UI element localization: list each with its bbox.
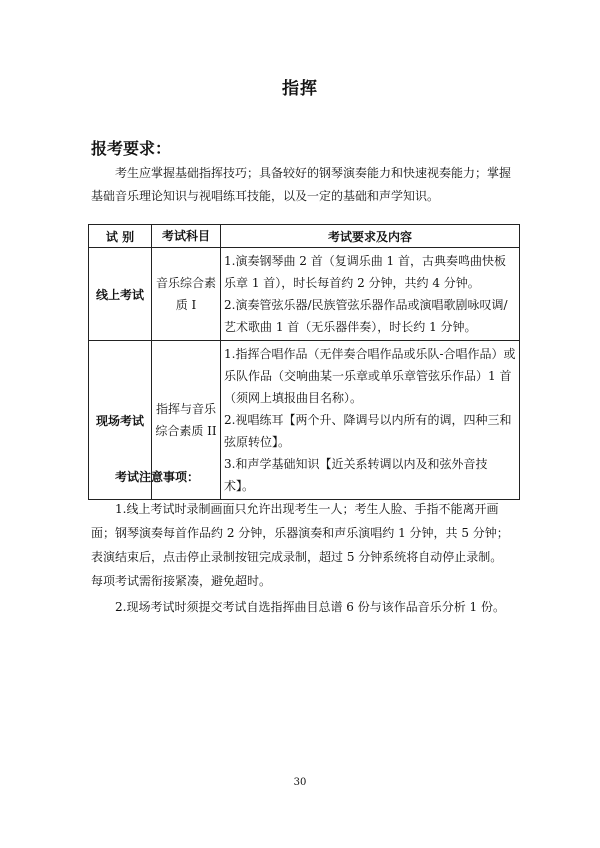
exam-type: 现场考试 [89,341,152,500]
exam-requirements [221,341,520,500]
requirement-item: 3.和声学基础知识【近关系转调以内及和弦外音技术】。 [224,457,488,493]
notes-list [91,497,511,621]
intro-paragraph: 考生应掌握基础指挥技巧；具备较好的钢琴演奏能力和快速视奏能力；掌握基础音乐理论知识与视唱练耳技能，以及一定的基础和声学知识。 [91,166,512,203]
page-title: 指挥 [282,79,318,99]
header-type: 试 别 [89,225,152,248]
exam-table [88,224,520,500]
requirement-item: 2.视唱练耳【两个升、降调号以内所有的调，四种三和弦原转位】。 [224,413,512,449]
exam-type: 线上考试 [89,248,152,341]
table-row [89,248,520,341]
requirement-item: 2.演奏管弦乐器/民族管弦乐器作品或演唱歌剧咏叹调/艺术歌曲 1 首（无乐器伴奏），时长约 1 分钟。 [224,298,508,334]
note-item: 1.线上考试时录制画面只允许出现考生一人；考生人脸、手指不能离开画面；钢琴演奏每首作品约 2 分钟，乐器演奏和声乐演唱约 1 分钟，共 5 分钟；表演结束后，点击停止录制按钮完成录制，超过 5 分钟系统将自动停止录制。每项考试需衔接紧凑，避免超时。 [91,502,509,588]
notes-heading: 考试注意事项： [115,470,200,484]
header-subject: 考试科目 [152,225,221,248]
table-header-row [89,225,520,248]
requirement-item: 1.演奏钢琴曲 2 首（复调乐曲 1 首，古典奏鸣曲快板乐章 1 首），时长每首约 2 分钟，共约 4 分钟。 [224,254,506,290]
page-number: 30 [293,777,307,788]
requirements-heading: 报考要求： [91,139,172,158]
exam-subject: 音乐综合素质 I [152,248,221,341]
note-item: 2.现场考试时须提交考试自选指挥曲目总谱 6 份与该作品音乐分析 1 份。 [115,600,505,614]
requirement-item: 1.指挥合唱作品（无伴奏合唱作品或乐队-合唱作品）或乐队作品（交响曲某一乐章或单乐章管弦乐作品）1 首（须网上填报曲目名称）。 [224,347,516,405]
header-requirements: 考试要求及内容 [221,225,520,248]
exam-requirements [221,248,520,341]
exam-subject: 指挥与音乐综合素质 II [152,341,221,500]
